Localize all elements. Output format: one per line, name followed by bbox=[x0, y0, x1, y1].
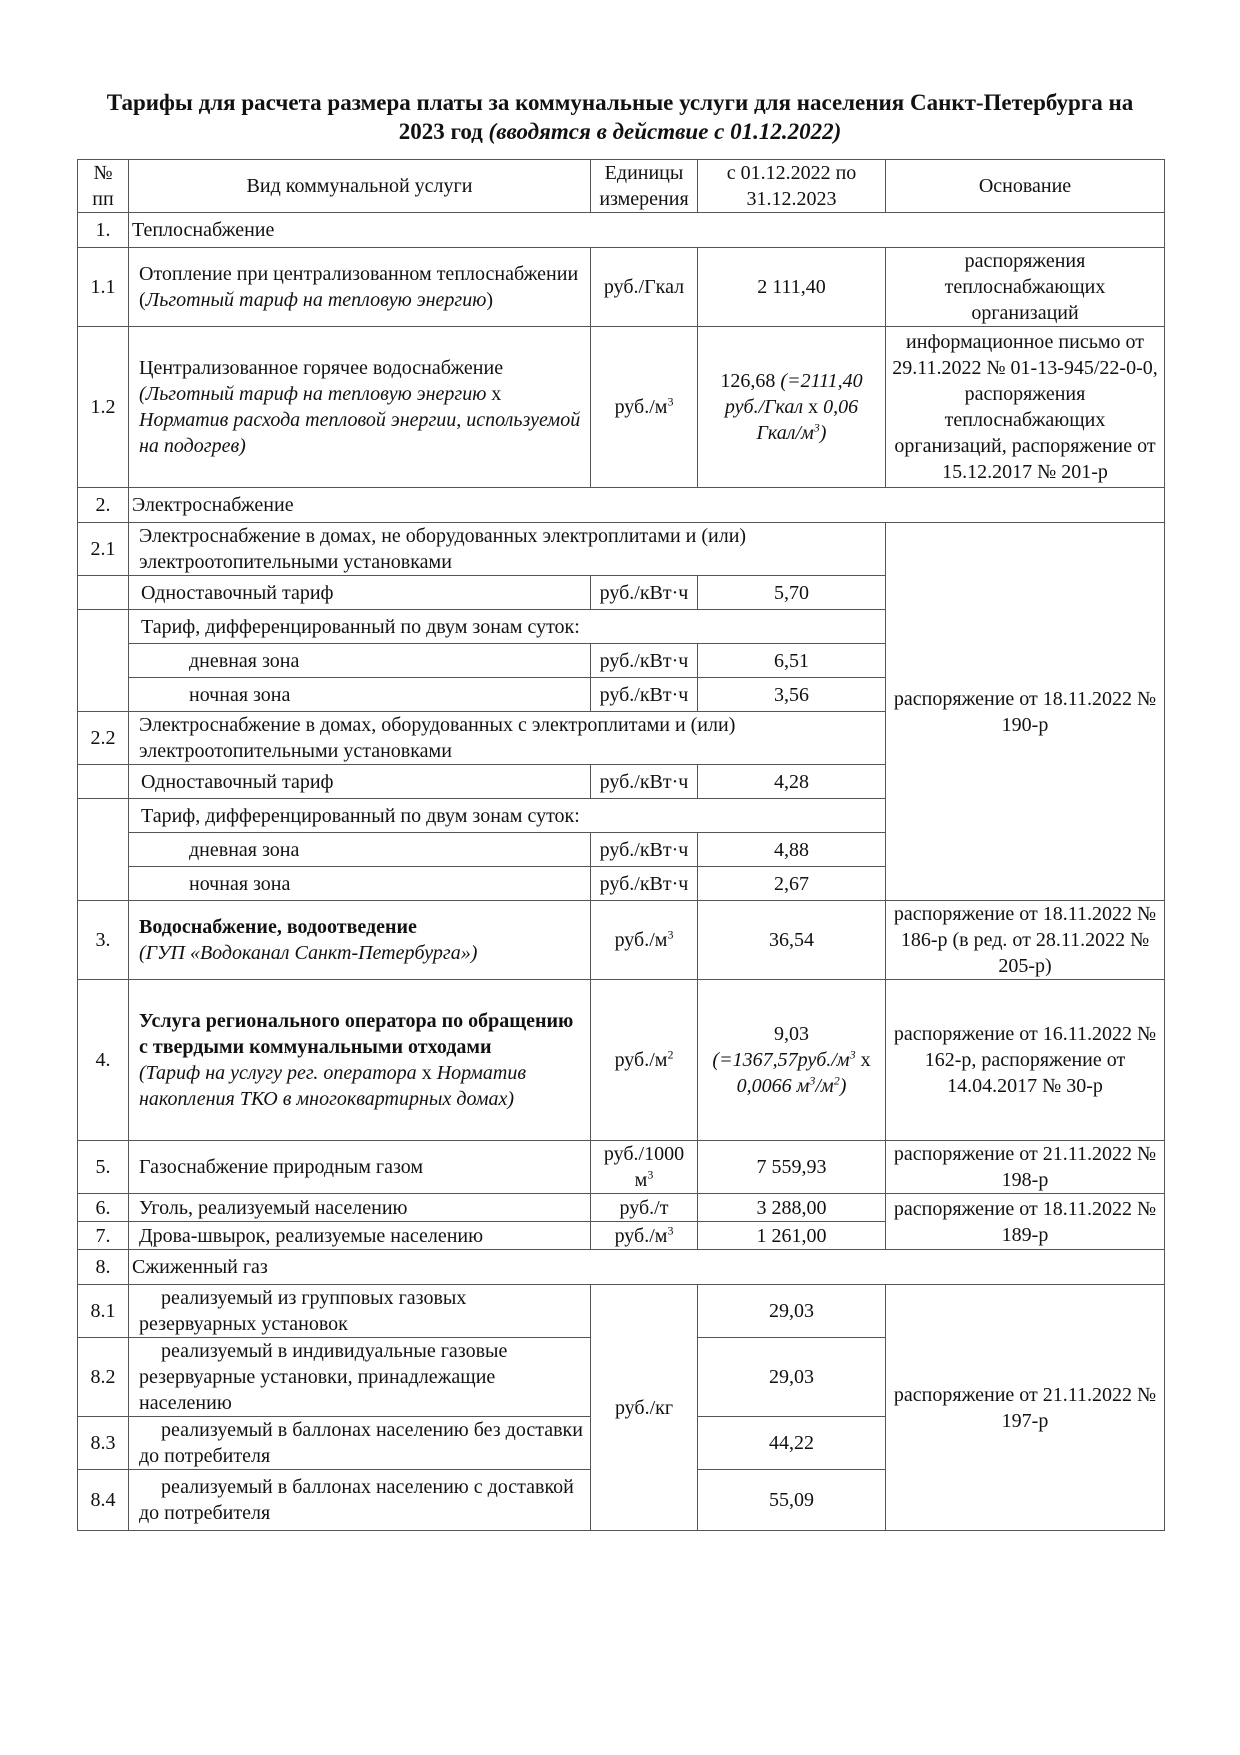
formula-exponent: 3 bbox=[813, 420, 820, 435]
unit: руб./т bbox=[591, 1194, 698, 1222]
service-title: Отопление при централизованном теплоснабжении bbox=[139, 263, 579, 285]
title-effective-date: (вводятся в действие с 01.12.2022) bbox=[488, 119, 842, 144]
table-row bbox=[78, 248, 1165, 327]
basis: информационное письмо от 29.11.2022 № 01-13-945/22-0-0, распоряжения теплоснабжающих организаций, распоряжение от 15.12.2017 № 201-р bbox=[886, 327, 1165, 488]
unit: руб./кВт·ч bbox=[591, 833, 698, 867]
row-num: 8.4 bbox=[78, 1470, 129, 1531]
section-num: 2. bbox=[78, 488, 129, 523]
section-row-electricity bbox=[78, 488, 1165, 523]
formula-part: /м bbox=[815, 1075, 834, 1097]
empty-num-cell bbox=[78, 799, 129, 901]
row-num: 8.1 bbox=[78, 1285, 129, 1338]
row-num: 1.1 bbox=[78, 248, 129, 327]
tariff-label: Одноставочный тариф bbox=[129, 576, 591, 610]
unit-exponent: 3 bbox=[667, 927, 674, 942]
service-name bbox=[129, 901, 591, 980]
row-num: 8.2 bbox=[78, 1338, 129, 1417]
tariff-value bbox=[698, 327, 886, 488]
header-basis: Основание bbox=[886, 160, 1165, 213]
service-name: Дрова-швырок, реализуемые населению bbox=[129, 1222, 591, 1250]
header-unit: Единицы измерения bbox=[591, 160, 698, 213]
empty-num-cell bbox=[78, 765, 129, 799]
unit bbox=[591, 980, 698, 1141]
service-name: реализуемый из групповых газовых резервуарных установок bbox=[129, 1285, 591, 1338]
basis: распоряжение от 18.11.2022 № 190-р bbox=[886, 523, 1165, 901]
formula-part: (=2111,40 руб./Гкал bbox=[724, 370, 863, 418]
service-note-part: (Тариф на услугу рег. оператора bbox=[139, 1062, 417, 1084]
row-num: 1.2 bbox=[78, 327, 129, 488]
unit: руб./кг bbox=[591, 1285, 698, 1531]
service-title: Централизованное горячее водоснабжение bbox=[139, 357, 504, 379]
basis: распоряжение от 16.11.2022 № 162-р, распоряжение от 14.04.2017 № 30-р bbox=[886, 980, 1165, 1141]
unit: руб./кВт·ч bbox=[591, 765, 698, 799]
tariff-value: 6,51 bbox=[698, 644, 886, 678]
row-num: 6. bbox=[78, 1194, 129, 1222]
document-title bbox=[100, 88, 1140, 146]
service-name: Уголь, реализуемый населению bbox=[129, 1194, 591, 1222]
zone-label: дневная зона bbox=[129, 644, 591, 678]
table-row bbox=[78, 327, 1165, 488]
tariff-value: 2 111,40 bbox=[698, 248, 886, 327]
unit bbox=[591, 1222, 698, 1250]
tariff-value: 2,67 bbox=[698, 867, 886, 901]
header-service: Вид коммунальной услуги bbox=[129, 160, 591, 213]
service-title: Услуга регионального оператора по обращению с твердыми коммунальными отходами bbox=[139, 1010, 574, 1058]
multiply-sign: х bbox=[803, 396, 824, 418]
service-title: Водоснабжение, водоотведение bbox=[139, 916, 417, 938]
multiply-sign: х bbox=[416, 1062, 437, 1084]
section-title: Теплоснабжение bbox=[129, 213, 1165, 248]
tariff-value: 7 559,93 bbox=[698, 1141, 886, 1194]
unit-base: руб./м bbox=[614, 929, 668, 951]
basis: распоряжение от 18.11.2022 № 186-р (в ред. от 28.11.2022 № 205-р) bbox=[886, 901, 1165, 980]
tariff-value: 36,54 bbox=[698, 901, 886, 980]
row-num: 7. bbox=[78, 1222, 129, 1250]
tariff-value: 55,09 bbox=[698, 1470, 886, 1531]
unit-exponent: 2 bbox=[667, 1047, 674, 1062]
unit-exponent: 3 bbox=[667, 394, 674, 409]
service-name: Электроснабжение в домах, не оборудованных электроплитами и (или) электроотопительными установками bbox=[129, 523, 886, 576]
service-note-part: (Льготный тариф на тепловую энергию bbox=[139, 383, 487, 405]
unit-base: руб./м bbox=[614, 1224, 668, 1247]
service-note-part: Норматив накопления ТКО в многоквартирных домах) bbox=[139, 1062, 527, 1110]
formula-exponent: 3 bbox=[849, 1047, 856, 1062]
unit bbox=[591, 901, 698, 980]
formula-part: (=1367,57руб./м bbox=[712, 1049, 850, 1071]
table-row bbox=[78, 1141, 1165, 1194]
section-title: Сжиженный газ bbox=[129, 1250, 1165, 1285]
service-name bbox=[129, 980, 591, 1141]
formula-part: ) bbox=[819, 422, 827, 444]
formula-part: 0,0066 м bbox=[736, 1075, 810, 1097]
header-period: с 01.12.2022 по 31.12.2023 bbox=[698, 160, 886, 213]
service-name: реализуемый в баллонах населению без доставки до потребителя bbox=[129, 1417, 591, 1470]
basis: распоряжение от 21.11.2022 № 198-р bbox=[886, 1141, 1165, 1194]
row-num: 2.2 bbox=[78, 712, 129, 765]
basis: распоряжение от 18.11.2022 № 189-р bbox=[886, 1194, 1165, 1250]
tariffs-table bbox=[77, 159, 1165, 1531]
unit bbox=[591, 327, 698, 488]
title-main: Тарифы для расчета размера платы за коммунальные услуги для населения Санкт-Петербурга на 2023 год bbox=[106, 90, 1134, 144]
service-note: (ГУП «Водоканал Санкт-Петербурга») bbox=[139, 942, 478, 964]
multiply-sign: х bbox=[486, 383, 502, 405]
service-name: Электроснабжение в домах, оборудованных с электроплитами и (или) электроотопительными установками bbox=[129, 712, 886, 765]
tariff-label: Тариф, дифференцированный по двум зонам суток: bbox=[129, 799, 886, 833]
row-num: 2.1 bbox=[78, 523, 129, 576]
unit-base: руб./м bbox=[614, 396, 668, 418]
tariff-value: 29,03 bbox=[698, 1285, 886, 1338]
row-num: 5. bbox=[78, 1141, 129, 1194]
service-note-part: Норматив расхода тепловой энергии, используемой на подогрев) bbox=[139, 409, 581, 457]
section-title: Электроснабжение bbox=[129, 488, 1165, 523]
empty-num-cell bbox=[78, 576, 129, 610]
table-row bbox=[78, 1194, 1165, 1222]
header-num: № пп bbox=[78, 160, 129, 213]
unit: руб./кВт·ч bbox=[591, 867, 698, 901]
tariff-value: 4,28 bbox=[698, 765, 886, 799]
value-number: 126,68 bbox=[720, 370, 776, 392]
unit: руб./кВт·ч bbox=[591, 644, 698, 678]
tariff-value: 3 288,00 bbox=[698, 1194, 886, 1222]
tariff-value: 3,56 bbox=[698, 678, 886, 712]
tariff-value bbox=[698, 980, 886, 1141]
table-row bbox=[78, 901, 1165, 980]
value-number: 9,03 bbox=[774, 1023, 809, 1045]
unit: руб./кВт·ч bbox=[591, 678, 698, 712]
row-num: 8.3 bbox=[78, 1417, 129, 1470]
tariff-label: Одноставочный тариф bbox=[129, 765, 591, 799]
basis: распоряжение от 21.11.2022 № 197-р bbox=[886, 1285, 1165, 1531]
zone-label: ночная зона bbox=[129, 867, 591, 901]
service-name: реализуемый в индивидуальные газовые резервуарные установки, принадлежащие населению bbox=[129, 1338, 591, 1417]
row-num: 4. bbox=[78, 980, 129, 1141]
service-name: Отопление при централизованном теплоснабжении (Льготный тариф на тепловую энергию) bbox=[129, 248, 591, 327]
section-row-heat bbox=[78, 213, 1165, 248]
tariff-value: 1 261,00 bbox=[698, 1222, 886, 1250]
service-note: Льготный тариф на тепловую энергию bbox=[145, 289, 487, 311]
section-num: 1. bbox=[78, 213, 129, 248]
formula-part: ) bbox=[839, 1075, 847, 1097]
unit: руб./кВт·ч bbox=[591, 576, 698, 610]
unit: руб./Гкал bbox=[591, 248, 698, 327]
section-row-liquefied-gas bbox=[78, 1250, 1165, 1285]
formula-part: 0,06 Гкал/м bbox=[756, 396, 859, 444]
tariff-label: Тариф, дифференцированный по двум зонам суток: bbox=[129, 610, 886, 644]
zone-label: дневная зона bbox=[129, 833, 591, 867]
empty-num-cell bbox=[78, 610, 129, 712]
unit-base: руб./м bbox=[614, 1049, 668, 1071]
table-row bbox=[78, 980, 1165, 1141]
unit bbox=[591, 1141, 698, 1194]
table-row bbox=[78, 523, 1165, 576]
table-header-row bbox=[78, 160, 1165, 213]
section-num: 8. bbox=[78, 1250, 129, 1285]
tariff-value: 5,70 bbox=[698, 576, 886, 610]
formula-exponent: 2 bbox=[833, 1073, 840, 1088]
tariff-value: 4,88 bbox=[698, 833, 886, 867]
service-name bbox=[129, 327, 591, 488]
tariff-value: 44,22 bbox=[698, 1417, 886, 1470]
zone-label: ночная зона bbox=[129, 678, 591, 712]
service-name: Газоснабжение природным газом bbox=[129, 1141, 591, 1194]
basis: распоряжения теплоснабжающих организаций bbox=[886, 248, 1165, 327]
formula-exponent: 3 bbox=[809, 1073, 816, 1088]
unit-exponent: 3 bbox=[667, 1222, 674, 1237]
unit-exponent: 3 bbox=[647, 1167, 654, 1182]
multiply-sign: х bbox=[855, 1049, 871, 1071]
service-name: реализуемый в баллонах населению с доставкой до потребителя bbox=[129, 1470, 591, 1531]
row-num: 3. bbox=[78, 901, 129, 980]
table-row bbox=[78, 1285, 1165, 1338]
tariff-value: 29,03 bbox=[698, 1338, 886, 1417]
unit-base: руб./1000 м bbox=[603, 1143, 685, 1191]
